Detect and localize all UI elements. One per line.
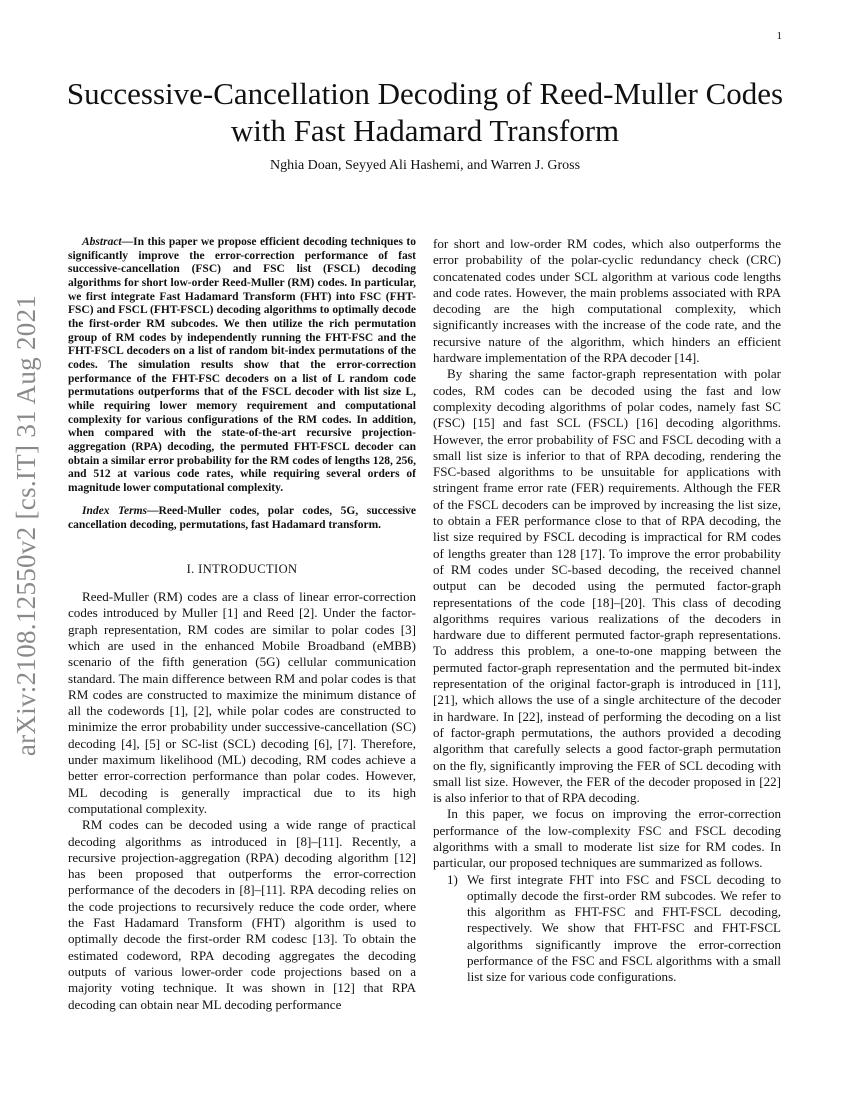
body-paragraph: Reed-Muller (RM) codes are a class of linear error-correction codes introduced by Muller [1] and Reed [2]. Under the factor-graph representation, RM codes are similar to polar codes [3] which are used in the enhanced Mobile Broadband (eMBB) scenario of the fifth generation (5G) cellular communication standard. The main difference between RM and polar codes is that RM codes are constructed to maximize the minimum distance of all the codewords [1], [2], while polar codes are constructed to minimize the error probability under successive-cancellation (SC) decoding [4], [5] or SC-list (SCL) decoding [6], [7]. Therefore, under maximum likelihood (ML) decoding, RM codes achieve a better error-correction performance than polar codes. However, ML decoding is generally impractical due to its high computational complexity.	[68, 589, 416, 816]
index-terms	[68, 505, 416, 532]
paper-title: Successive-Cancellation Decoding of Reed-Muller Codes with Fast Hadamard Transform	[66, 76, 784, 148]
index-terms-text: —Reed-Muller codes, polar codes, 5G, successive cancellation decoding, permutations, fast Hadamard transform.	[68, 505, 416, 532]
section-numeral: I. I	[186, 561, 203, 576]
abstract-lead: Abstract	[82, 236, 122, 248]
list-item	[447, 872, 781, 986]
body-paragraph: RM codes can be decoded using a wide range of practical decoding algorithms as introduced in [8]–[11]. Recently, a recursive projection-aggregation (RPA) decoding algorithm [12] has been proposed that outperforms the error-correction performance of the decoders in [8]–[11]. RPA decoding relies on the code projections to recursively reduce the code order, where the Fast Hadamard Transform (FHT) algorithm is used to optimally decode the first-order RM codesc [13]. To obtain the estimated codeword, RPA decoding aggregates the decoding outputs of various lower-order code projections based on a majority voting technique. It was shown in [12] that RPA decoding can obtain near ML decoding performance	[68, 817, 416, 1012]
body-paragraph: By sharing the same factor-graph representation with polar codes, RM codes can be decoded using the fast and low complexity decoding algorithms of polar codes, namely fast SC (FSC) [15] and fast SCL (FSCL) [16] decoding algorithms. However, the error probability of FSC and FSCL decoding with a small list size is inferior to that of RPA decoding, rendering the FSC-based algorithms to be unsuitable for applications with stringent frame error rate (FER) requirements. Although the FER of the FSCL decoders can be improved by increasing the list size, to obtain a FER performance close to that of RPA decoding, the list size required by FSCL decoding is impractical for RM codes of lengths greater than 128 [17]. To improve the error probability of RM codes under SC-based decoding, the received channel output can be decoded using the permuted factor-graph representations of the code [18]–[20]. This class of decoding algorithms requires various realizations of the decoders in hardware due to different permuted factor-graph representations. To address this problem, a one-to-one mapping between the permuted factor-graph representation and the permuted bit-index representation of the original factor-graph is introduced in [11], [21], which allows the use of a single architecture of the decoder in hardware. In [22], instead of performing the decoding on a list of factor-graph permutations, the authors provided a decoding algorithm that carefully selects a good factor-graph permutation on the fly, significantly improving the FER of SCL decoding with small list size. However, the FER of the decoder proposed in [22] is also inferior to that of RPA decoding.	[433, 366, 781, 806]
index-terms-lead: Index Terms	[82, 505, 148, 518]
page-number: 1	[776, 30, 782, 42]
body-paragraph: for short and low-order RM codes, which also outperforms the error probability of the polar-cyclic redundancy check (CRC) concatenated codes under SCL algorithm at various code lengths and code rates. However, the main problems associated with RPA decoding are the high computational complexity, which significantly increases with the increase of the code rate, and the recursive nature of the algorithm, which hinders an efficient hardware implementation of the RPA decoder [14].	[433, 236, 781, 366]
right-column	[433, 236, 781, 986]
list-item-text: We first integrate FHT into FSC and FSCL decoding to optimally decode the first-order RM subcodes. We refer to this algorithm as FHT-FSC and FHT-FSCL decoding, respectively. We show that FHT-FSC and FHT-FSCL algorithms significantly improve the error-correction performance of the FSC and FSCL algorithms with a small list size for various code configurations.	[467, 871, 781, 985]
list-item-number: 1)	[447, 871, 458, 887]
abstract	[68, 236, 416, 495]
arxiv-watermark	[2, 255, 52, 795]
arxiv-identifier: arXiv:2108.12550v2 [cs.IT] 31 Aug 2021	[11, 294, 42, 756]
left-column	[68, 236, 416, 1013]
section-heading-introduction	[68, 561, 416, 577]
contributions-list	[433, 872, 781, 986]
author-list: Nghia Doan, Seyyed Ali Hashemi, and Warren J. Gross	[269, 158, 581, 173]
section-title: NTRODUCTION	[202, 561, 298, 576]
abstract-text: —In this paper we propose efficient decoding techniques to significantly improve the error-correction performance of fast successive-cancellation (FSC) and FSC list (FSCL) decoding algorithms for short low-order Reed-Muller (RM) codes. In particular, we first integrate Fast Hadamard Transform (FHT) into FSC (FHT-FSC) and FSCL (FHT-FSCL) decoding algorithms to optimally decode the first-order RM subcodes. We then utilize the rich permutation group of RM codes by independently running the FHT-FSC and the FHT-FSCL decoders on a list of random bit-index permutations of the codes. The simulation results show that the error-correction performance of the FHT-FSC decoders on a list of L random code permutations outperforms that of the FSCL decoder with list size L, while requiring lower memory requirement and computational complexity for various configurations of the RM codes. In addition, when compared with the state-of-the-art recursive projection-aggregation (RPA) decoding, the permuted FHT-FSCL decoder can obtain a similar error probability for the RM codes of lengths 128, 256, and 512 at various code rates, while requiring several orders of magnitude lower computational complexity.	[68, 236, 416, 494]
body-paragraph: In this paper, we focus on improving the error-correction performance of the low-complexity FSC and FSCL decoding algorithms with a small to moderate list size for RM codes. In particular, our proposed techniques are summarized as follows.	[433, 806, 781, 871]
